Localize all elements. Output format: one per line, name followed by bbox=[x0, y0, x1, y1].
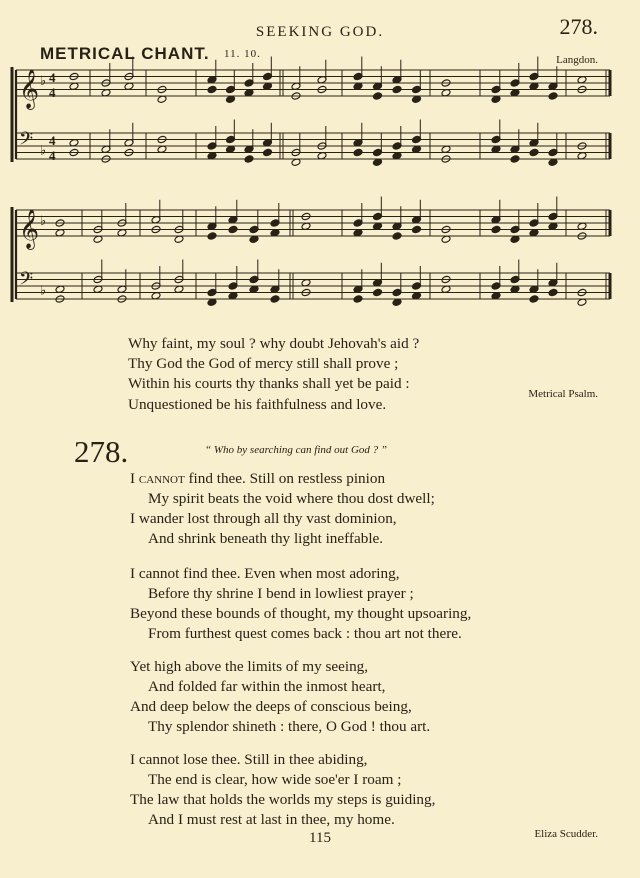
first-word: I cannot bbox=[130, 470, 185, 487]
running-head: SEEKING GOD. bbox=[255, 24, 385, 40]
hymn-author: Eliza Scudder. bbox=[534, 828, 598, 840]
time-signature-bottom: 4 bbox=[49, 85, 56, 100]
notehead bbox=[373, 92, 383, 100]
stanza-1-line-3: I wander lost through all thy vast dominion, bbox=[130, 510, 397, 527]
hymn-epigraph: “ Who by searching can find out God ? ” bbox=[205, 444, 387, 456]
time-signature-top: 4 bbox=[49, 70, 56, 85]
key-flat: ♭ bbox=[40, 73, 47, 88]
psalm-line-3: Within his courts thy thanks shall yet be paid : bbox=[128, 375, 410, 392]
notehead bbox=[392, 85, 402, 93]
stanza-2-line-3: Beyond these bounds of thought, my thought upsoaring, bbox=[130, 605, 472, 622]
notehead bbox=[270, 295, 280, 303]
stanza-3-line-1: Yet high above the limits of my seeing, bbox=[130, 658, 369, 675]
stanza-3-line-3: And deep below the deeps of conscious being, bbox=[130, 698, 412, 715]
notehead bbox=[207, 85, 217, 93]
stanza-3-line-4: Thy splendor shineth : there, O God ! thou art. bbox=[148, 718, 431, 735]
tune-title: METRICAL CHANT. bbox=[40, 44, 210, 63]
stanza-1-line-4: And shrink beneath thy light ineffable. bbox=[148, 530, 384, 547]
stanza-4-line-2: The end is clear, how wide soe'er I roam ; bbox=[148, 771, 402, 788]
psalm-line-2: Thy God the God of mercy still shall prove ; bbox=[128, 355, 399, 372]
first-line-rest: find thee. Still on restless pinion bbox=[184, 470, 386, 487]
music-score bbox=[0, 0, 640, 310]
notehead bbox=[548, 92, 558, 100]
stanza-2-line-2: Before thy shrine I bend in lowliest prayer ; bbox=[148, 585, 414, 602]
treble-clef: 𝄞 bbox=[19, 69, 40, 109]
notehead bbox=[491, 225, 501, 233]
notehead bbox=[353, 295, 363, 303]
stanza-3-line-2: And folded far within the inmost heart, bbox=[148, 678, 386, 695]
stanza-4-line-4: And I must rest at last in thee, my home. bbox=[148, 811, 395, 828]
notehead bbox=[510, 155, 520, 163]
notehead bbox=[244, 155, 254, 163]
tune-meter: 11. 10. bbox=[224, 48, 261, 60]
bass-clef: 𝄢 bbox=[19, 269, 34, 294]
notehead bbox=[392, 232, 402, 240]
notehead bbox=[228, 225, 238, 233]
stanza-4-line-3: The law that holds the worlds my steps is guiding, bbox=[130, 791, 436, 808]
page-number-top: 278. bbox=[559, 14, 598, 39]
bass-clef: 𝄢 bbox=[19, 129, 34, 154]
notehead bbox=[207, 232, 217, 240]
notehead bbox=[373, 288, 383, 296]
stanza-4-line-1: I cannot lose thee. Still in thee abiding, bbox=[130, 751, 368, 768]
notehead bbox=[263, 148, 273, 156]
time-signature-top: 4 bbox=[49, 133, 56, 148]
notehead bbox=[353, 148, 363, 156]
notehead bbox=[412, 225, 422, 233]
notehead bbox=[529, 295, 539, 303]
folio-number: 115 bbox=[309, 830, 331, 846]
psalm-line-4: Unquestioned be his faithfulness and love. bbox=[128, 396, 387, 413]
psalm-attribution: Metrical Psalm. bbox=[528, 388, 598, 400]
time-signature-bottom: 4 bbox=[49, 148, 56, 163]
notehead bbox=[529, 148, 539, 156]
key-flat: ♭ bbox=[40, 282, 47, 298]
notehead bbox=[548, 288, 558, 296]
psalm-line-1: Why faint, my soul ? why doubt Jehovah's aid ? bbox=[128, 335, 420, 352]
hymn-number: 278. bbox=[74, 434, 129, 469]
key-flat: ♭ bbox=[40, 142, 47, 158]
stanza-2-line-1: I cannot find thee. Even when most adoring, bbox=[130, 565, 400, 582]
treble-clef: 𝄞 bbox=[19, 209, 40, 249]
stanza-2-line-4: From furthest quest comes back : thou art not there. bbox=[148, 625, 462, 642]
tune-composer: Langdon. bbox=[556, 54, 598, 66]
stanza-1-line-1 bbox=[130, 470, 385, 488]
key-flat: ♭ bbox=[40, 213, 47, 228]
stanza-1-line-2: My spirit beats the void where thou dost dwell; bbox=[148, 490, 435, 507]
